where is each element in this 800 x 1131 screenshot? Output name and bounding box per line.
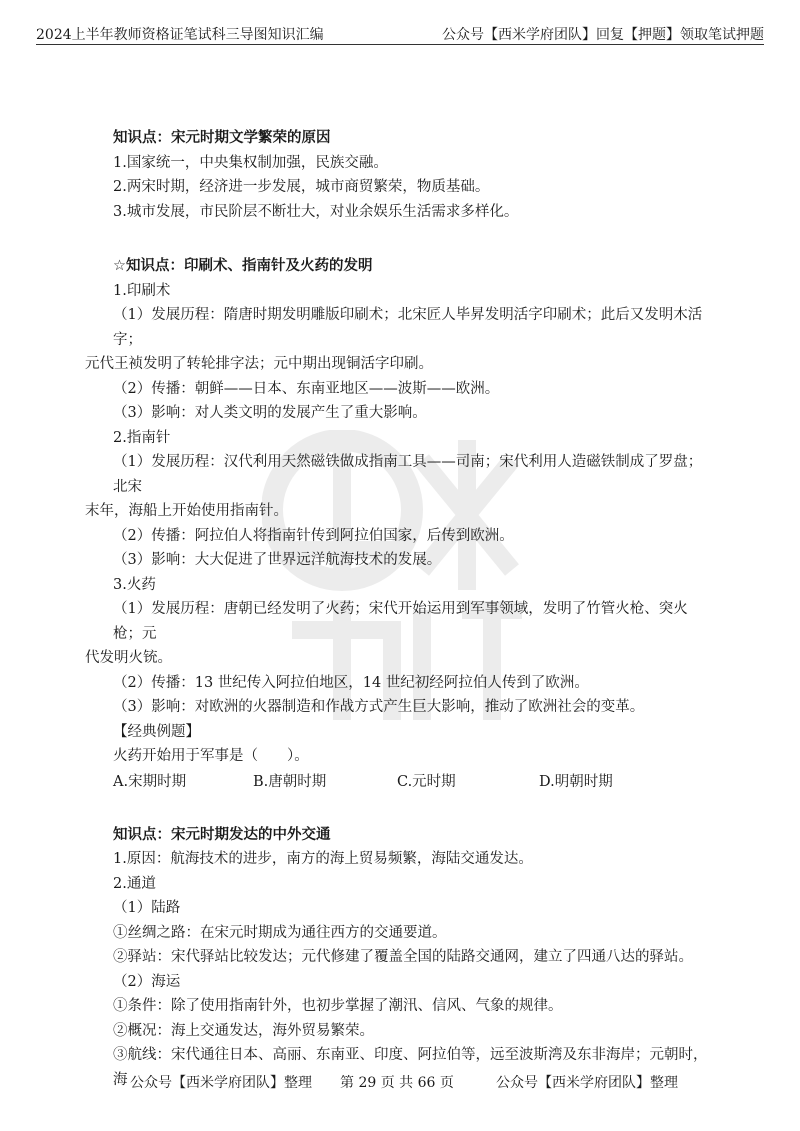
text-line: ②概况：海上交通发达，海外贸易繁荣。 (113, 1022, 374, 1039)
text-line: 2.两宋时期，经济进一步发展，城市商贸繁荣，物质基础。 (113, 179, 490, 195)
section-heading: ☆知识点：印刷术、指南针及火药的发明 (113, 258, 373, 274)
text-line: 1.原因：航海技术的进步，南方的海上贸易频繁，海陆交通发达。 (113, 851, 533, 867)
text-line: （1）发展历程：隋唐时期发明雕版印刷术；北宋匠人毕昇发明活字印刷术；此后又发明木活字； (113, 307, 703, 348)
section-transportation (113, 823, 710, 1093)
text-line: （1）陆路 (113, 900, 181, 916)
text-line: 3.火药 (113, 576, 156, 593)
text-line: （2）海运 (113, 973, 181, 990)
text-line: ③航线：宋代通往日本、高丽、东南亚、印度、阿拉伯等，远至波斯湾及东非海岸；元朝时，海 (113, 1047, 708, 1088)
option-d: D.明朝时期 (539, 773, 613, 790)
header-left-text: 2024上半年教师资格证笔试科三导图知识汇编 (36, 27, 324, 43)
footer-left-text: 公众号【西米学府团队】整理 (130, 1075, 312, 1091)
text-line: （3）影响：大大促进了世界远洋航海技术的发展。 (113, 552, 442, 568)
text-line: ①丝绸之路：在宋元时期成为通往西方的交通要道。 (113, 924, 447, 941)
page-header (36, 22, 764, 45)
text-line: ①条件：除了使用指南针外，也初步掌握了潮汛、信风、气象的规律。 (113, 998, 563, 1014)
text-line: ②驿站：宋代驿站比较发达；元代修建了覆盖全国的陆路交通网，建立了四通八达的驿站。 (113, 949, 693, 965)
page-content (85, 126, 710, 1092)
text-line: 元代王祯发明了转轮排字法；元中期出现铜活字印刷。 (85, 356, 433, 372)
text-line: （2）传播：13 世纪传入阿拉伯地区，14 世纪初经阿拉伯人传到了欧洲。 (113, 674, 589, 691)
text-line: （1）发展历程：汉代利用天然磁铁做成指南工具——司南；宋代利用人造磁铁制成了罗盘；北宋 (113, 454, 703, 495)
answer-options (113, 769, 710, 795)
footer-right-text: 公众号【西米学府团队】整理 (496, 1075, 678, 1091)
text-line: （3）影响：对人类文明的发展产生了重大影响。 (113, 405, 427, 421)
text-line: （2）传播：阿拉伯人将指南针传到阿拉伯国家，后传到欧洲。 (113, 527, 514, 544)
text-line: 3.城市发展，市民阶层不断壮大，对业余娱乐生活需求多样化。 (113, 203, 519, 220)
section-inventions (85, 254, 710, 795)
option-b: B.唐朝时期 (253, 773, 327, 790)
header-right-text: 公众号【西米学府团队】回复【押题】领取笔试押题 (442, 27, 764, 43)
example-question: 火药开始用于军事是（ ）。 (113, 748, 309, 764)
section-song-yuan-literature (113, 126, 710, 224)
text-line: 1.国家统一，中央集权制加强，民族交融。 (113, 154, 388, 171)
example-label: 【经典例题】 (113, 723, 200, 740)
text-line: 代发明火铳。 (85, 650, 172, 666)
text-line: （1）发展历程：唐朝已经发明了火药；宋代开始运用到军事领域，发明了竹管火枪、突火枪；元 (113, 601, 688, 642)
text-line: 1.印刷术 (113, 282, 171, 299)
text-line: （2）传播：朝鲜——日本、东南亚地区——波斯——欧洲。 (113, 380, 500, 397)
option-a: A.宋期时期 (113, 773, 187, 790)
option-c: C.元时期 (397, 773, 456, 790)
page-footer (0, 1072, 800, 1092)
text-line: （3）影响：对欧洲的火器制造和作战方式产生巨大影响，推动了欧洲社会的变革。 (113, 699, 645, 715)
text-line: 2.指南针 (113, 429, 171, 446)
text-line: 末年，海船上开始使用指南针。 (85, 503, 288, 519)
section-heading: 知识点：宋元时期文学繁荣的原因 (113, 130, 331, 146)
page-number: 第 29 页 共 66 页 (340, 1075, 454, 1091)
text-line: 2.通道 (113, 875, 156, 892)
section-heading: 知识点：宋元时期发达的中外交通 (113, 826, 331, 843)
